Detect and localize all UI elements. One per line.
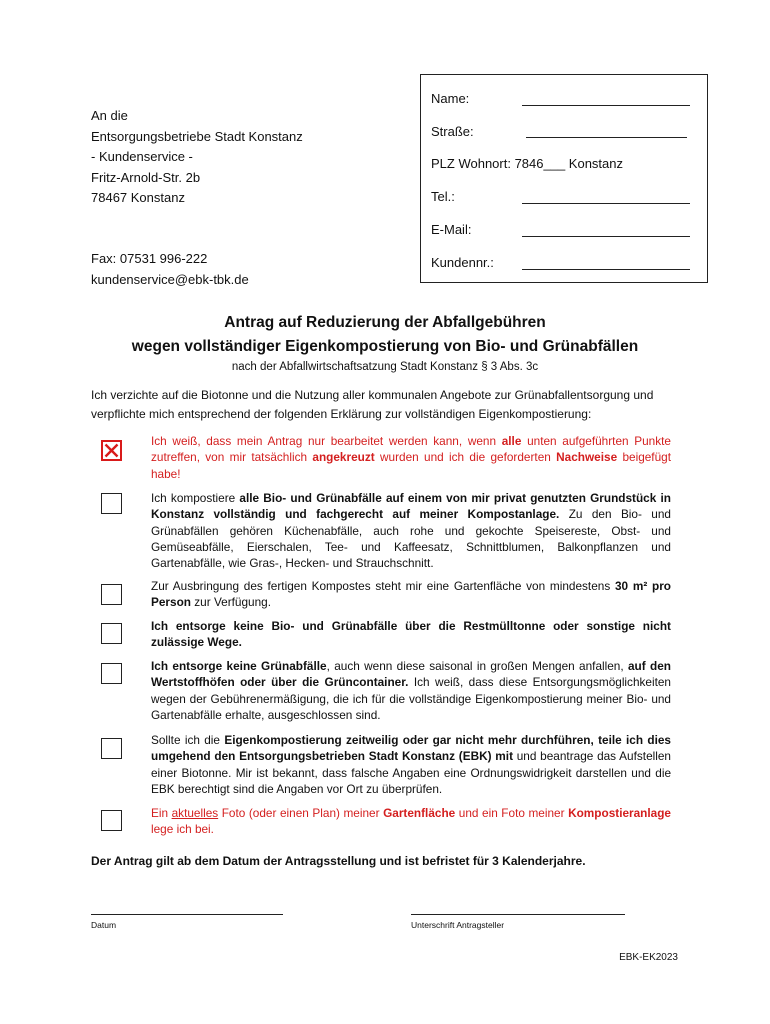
item-6-part: Sollte ich die xyxy=(151,733,225,747)
item-1-part: beigefügt habe! xyxy=(151,450,671,481)
item-6-text xyxy=(151,732,671,797)
intro-text: Ich verzichte auf die Biotonne und die Nutzung aller kommunalen Angebote zur Grünabfallentsorgung und verpflichte mich entsprechend der folgenden Erklärung zur vollständigen Eigenkompostierung: xyxy=(91,388,654,421)
fax-number: Fax: 07531 996-222 xyxy=(91,251,208,266)
contact-email: kundenservice@ebk-tbk.de xyxy=(91,271,249,287)
item-6-bold: Eigenkompostierung zeitweilig oder gar nicht mehr durchführen, teile ich dies umgehend den Entsorgungsbetrieben Stadt Konstanz (EBK) mit xyxy=(151,733,671,764)
item-1-bold: alle xyxy=(501,434,522,448)
item-7-part: Foto (oder einen Plan) meiner xyxy=(218,806,384,820)
item-7-text xyxy=(151,805,671,838)
street-field[interactable] xyxy=(526,137,687,138)
signature-line[interactable] xyxy=(411,914,625,915)
checkbox-item-6[interactable] xyxy=(101,738,122,759)
date-line[interactable] xyxy=(91,914,283,915)
item-7-part: und ein Foto meiner xyxy=(455,806,569,820)
name-field[interactable] xyxy=(522,105,690,106)
item-2-text xyxy=(151,490,671,571)
recipient-line-3: - Kundenservice - xyxy=(91,149,193,164)
name-label: Name: xyxy=(431,91,470,106)
item-3-part: Zur Ausbringung des fertigen Kompostes steht mir eine Gartenfläche von mindestens xyxy=(151,579,615,593)
checkbox-item-1[interactable] xyxy=(101,440,122,461)
checkbox-item-2[interactable] xyxy=(101,493,122,514)
plz-label[interactable]: PLZ Wohnort: 7846___ Konstanz xyxy=(431,156,623,171)
item-5-text xyxy=(151,658,671,723)
customer-number-field[interactable] xyxy=(522,269,690,270)
street-label: Straße: xyxy=(431,124,474,139)
page-subtitle: nach der Abfallwirtschaftsatzung Stadt Konstanz § 3 Abs. 3c xyxy=(231,361,539,373)
tel-field[interactable] xyxy=(522,203,690,204)
item-1-text xyxy=(151,433,671,482)
item-7-underlined: aktuelles xyxy=(171,806,219,820)
item-2-bold: alle Bio- und Grünabfälle auf einem von mir privat genutzten Grundstück in Konstanz vollständig und fachgerecht auf meiner Kompostanlage. xyxy=(151,491,671,522)
document-code: EBK-EK2023 xyxy=(619,952,678,963)
recipient-address xyxy=(91,106,303,209)
item-3-part: zur Verfügung. xyxy=(191,595,272,610)
recipient-line-4: Fritz-Arnold-Str. 2b xyxy=(91,169,201,185)
item-5-bold: Ich entsorge keine Grünabfälle xyxy=(151,659,327,673)
item-1-part: Ich weiß, dass mein Antrag nur bearbeitet werden kann, wenn xyxy=(151,434,502,448)
item-5-part: Ich weiß, dass diese Entsorgungsmöglichkeiten wegen der Gebührenermäßigung, die ich für die vollständige Eigenkompostierung meiner Bio- und Gartenabfälle erhalte, ausgeschlossen sind. xyxy=(151,675,671,722)
item-1-part: wurden und ich die geforderten xyxy=(374,450,557,465)
customer-number-label: Kundennr.: xyxy=(431,255,494,270)
checkbox-item-7[interactable] xyxy=(101,810,122,831)
item-1-bold: Nachweise xyxy=(556,450,618,465)
date-label: Datum xyxy=(91,920,117,930)
item-6-part: und beantrage das Aufstellen einer Biotonne. Mir ist bekannt, dass falsche Angaben eine Ordnungswidrigkeit darstellen und die EBK berechtigt sind die Angaben vor Ort zu überprüfen. xyxy=(151,749,671,796)
recipient-line-5: 78467 Konstanz xyxy=(91,190,185,205)
page-title-line-2: wegen vollständiger Eigenkompostierung von Bio- und Grünabfällen xyxy=(131,338,639,355)
item-4-bold: Ich entsorge keine Bio- und Grünabfälle über die Restmülltonne oder sonstige nicht zulässige Wege. xyxy=(151,619,671,650)
tel-label: Tel.: xyxy=(431,189,455,204)
item-1-bold: angekreuzt xyxy=(312,450,375,465)
checkbox-item-5[interactable] xyxy=(101,663,122,684)
email-field[interactable] xyxy=(522,236,690,237)
item-7-part: lege ich bei. xyxy=(151,822,214,837)
cross-icon xyxy=(104,443,119,458)
item-1-part: unten aufgeführten Punkte zutreffen, von mir tatsächlich xyxy=(151,434,671,465)
item-3-bold: 30 m² pro Person xyxy=(151,579,671,610)
item-3-text xyxy=(151,578,671,611)
item-7-bold: Kompostieranlage xyxy=(568,806,671,820)
item-2-part: Zu den Bio- und Grünabfällen gehören Küchenabfälle, auch rohe und gekochte Speisereste, Obst- und Gemüseabfälle, Eierschalen, Tee- und Kaffeesatz, Schnittblumen, Balkonpflanzen und Gartenabfälle, wie Gras-, Hecken- und Strauchschnitt. xyxy=(151,507,671,571)
validity-statement: Der Antrag gilt ab dem Datum der Antragsstellung und ist befristet für 3 Kalenderjahre. xyxy=(91,854,586,868)
item-2-part: Ich kompostiere xyxy=(151,491,240,505)
checkbox-item-4[interactable] xyxy=(101,623,122,644)
checkbox-item-3[interactable] xyxy=(101,584,122,605)
page-title: Antrag auf Reduzierung der Abfallgebühren xyxy=(224,314,546,331)
applicant-form-box xyxy=(420,74,708,283)
recipient-line-1: An die xyxy=(91,108,128,123)
item-4-text xyxy=(151,618,671,651)
item-5-bold: auf den Wertstoffhöfen oder über die Grüncontainer. xyxy=(151,659,672,690)
email-label: E-Mail: xyxy=(431,222,472,237)
item-7-part: Ein xyxy=(151,806,172,820)
item-5-part: , auch wenn diese saisonal in großen Mengen anfallen, xyxy=(326,659,628,673)
item-7-bold: Gartenfläche xyxy=(383,806,456,820)
signature-label: Unterschrift Antragsteller xyxy=(411,920,505,930)
recipient-contact xyxy=(91,249,249,290)
recipient-line-2: Entsorgungsbetriebe Stadt Konstanz xyxy=(91,128,303,144)
